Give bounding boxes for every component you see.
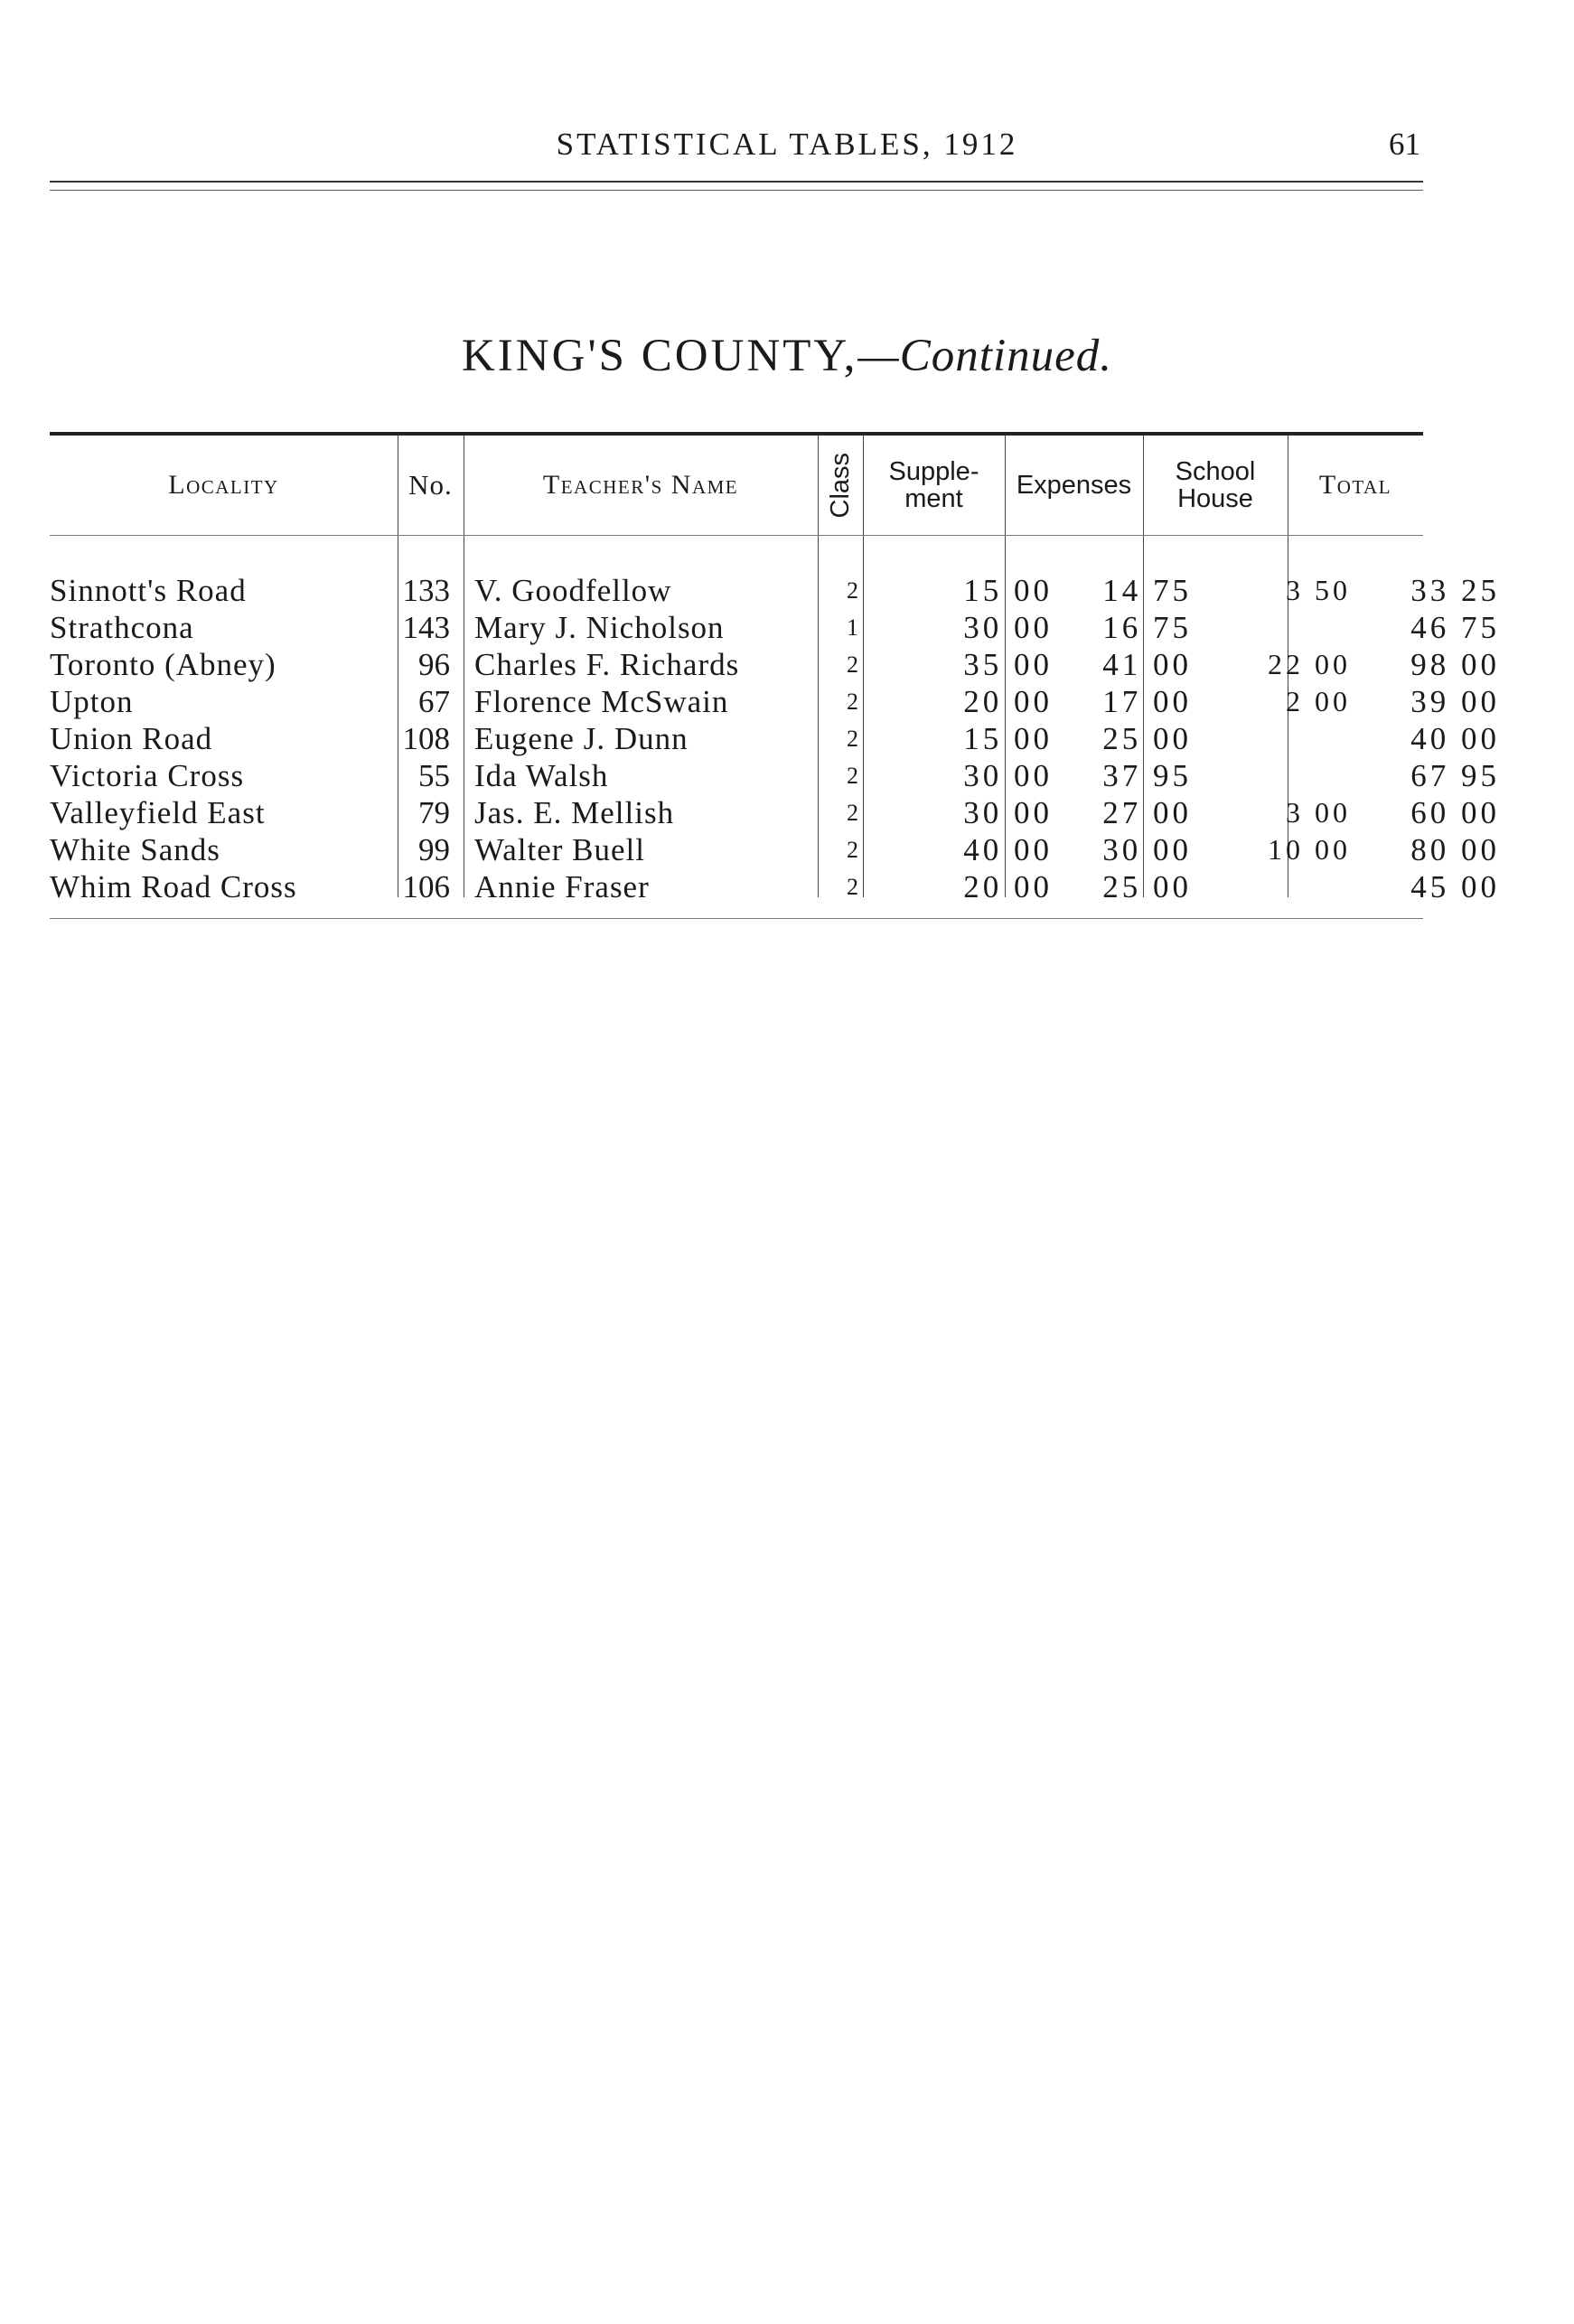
section-title-main: KING'S COUNTY, (461, 331, 858, 381)
expenses-cell: 37 95 (1102, 758, 1192, 793)
total-cell: 45 00 (1410, 869, 1500, 904)
school-house-cell: 22 00 (1268, 648, 1351, 680)
locality-cell: Sinnott's Road (50, 573, 247, 608)
locality-cell: Strathcona (50, 610, 194, 645)
school-house-cell: 3 00 (1286, 796, 1351, 829)
header-locality: Locality (168, 470, 279, 500)
supplement-cell: 30 00 (963, 795, 1053, 830)
teacher-name-cell: Mary J. Nicholson (474, 610, 725, 645)
supplement-cell: 40 00 (963, 832, 1053, 867)
expenses-cell: 25 00 (1102, 721, 1192, 756)
supplement-cell: 15 00 (963, 573, 1053, 608)
total-cell: 39 00 (1410, 684, 1500, 719)
table-body (50, 536, 1500, 904)
total-cell: 46 75 (1410, 610, 1500, 645)
teacher-name-cell: Annie Fraser (474, 869, 650, 904)
table-row (50, 572, 1500, 609)
supplement-cell: 30 00 (963, 758, 1053, 793)
section-title (0, 330, 1574, 382)
teacher-name-cell: Florence McSwain (474, 684, 729, 719)
number-cell: 106 (402, 869, 450, 904)
teacher-name-cell: Ida Walsh (474, 758, 609, 793)
class-cell: 2 (847, 874, 858, 900)
locality-cell: Valleyfield East (50, 795, 266, 830)
number-cell: 67 (418, 684, 450, 719)
running-title: STATISTICAL TABLES, 1912 (556, 127, 1018, 162)
total-cell: 80 00 (1410, 832, 1500, 867)
teacher-name-cell: Eugene J. Dunn (474, 721, 689, 756)
supplement-cell: 20 00 (963, 869, 1053, 904)
supplement-cell: 20 00 (963, 684, 1053, 719)
teacher-name-cell: Walter Buell (474, 832, 645, 867)
header-expenses: Expenses (1016, 470, 1132, 500)
table-bottom-rule (50, 918, 1423, 919)
table-row (50, 757, 1500, 794)
header-class (818, 436, 863, 535)
expenses-cell: 41 00 (1102, 647, 1192, 682)
teacher-name-cell: V. Goodfellow (474, 573, 672, 608)
number-cell: 96 (418, 647, 450, 682)
expenses-cell: 14 75 (1102, 573, 1192, 608)
locality-cell: Upton (50, 684, 134, 719)
total-cell: 98 00 (1410, 647, 1500, 682)
class-cell: 2 (847, 726, 858, 752)
number-cell: 79 (418, 795, 450, 830)
expenses-cell: 17 00 (1102, 684, 1192, 719)
supplement-cell: 15 00 (963, 721, 1053, 756)
header-rule-secondary (50, 190, 1423, 191)
table-row (50, 868, 1500, 905)
expenses-cell: 27 00 (1102, 795, 1192, 830)
locality-cell: Union Road (50, 721, 213, 756)
statistics-table (50, 432, 1500, 904)
number-cell: 133 (402, 573, 450, 608)
expenses-cell: 16 75 (1102, 610, 1192, 645)
header-total: Total (1318, 470, 1392, 500)
header-no: No. (408, 469, 453, 501)
supplement-cell: 30 00 (963, 610, 1053, 645)
table-row (50, 720, 1500, 757)
table-row (50, 683, 1500, 720)
expenses-cell: 30 00 (1102, 832, 1192, 867)
table-row (50, 794, 1500, 831)
supplement-cell: 35 00 (963, 647, 1053, 682)
table-row (50, 831, 1500, 868)
locality-cell: Whim Road Cross (50, 869, 297, 904)
page-number: 61 (1389, 127, 1420, 162)
school-house-cell: 3 50 (1286, 574, 1351, 606)
running-head (0, 127, 1574, 172)
table-row (50, 609, 1500, 646)
header-supplement: Supple- ment (888, 456, 979, 513)
class-cell: 2 (847, 800, 858, 826)
school-house-cell: 2 00 (1286, 685, 1351, 717)
locality-cell: Toronto (Abney) (50, 647, 276, 682)
teacher-name-cell: Jas. E. Mellish (474, 795, 675, 830)
teacher-name-cell: Charles F. Richards (474, 647, 740, 682)
total-cell: 60 00 (1410, 795, 1500, 830)
total-cell: 67 95 (1410, 758, 1500, 793)
section-title-continued: —Continued. (857, 331, 1113, 381)
locality-cell: White Sands (50, 832, 220, 867)
header-school-house: School House (1175, 456, 1256, 513)
header-rule (50, 181, 1423, 183)
school-house-cell: 10 00 (1268, 833, 1351, 866)
locality-cell: Victoria Cross (50, 758, 245, 793)
class-cell: 1 (847, 614, 858, 641)
number-cell: 99 (418, 832, 450, 867)
number-cell: 108 (402, 721, 450, 756)
total-cell: 33 25 (1410, 573, 1500, 608)
class-cell: 2 (847, 763, 858, 789)
table-header-row (50, 436, 1423, 536)
header-teacher-name: Teacher's Name (542, 470, 739, 500)
class-cell: 2 (847, 577, 858, 604)
number-cell: 143 (402, 610, 450, 645)
total-cell: 40 00 (1410, 721, 1500, 756)
expenses-cell: 25 00 (1102, 869, 1192, 904)
class-cell: 2 (847, 689, 858, 715)
table-row (50, 646, 1500, 683)
number-cell: 55 (418, 758, 450, 793)
class-cell: 2 (847, 651, 858, 678)
class-cell: 2 (847, 837, 858, 863)
header-class-label: Class (825, 452, 855, 519)
